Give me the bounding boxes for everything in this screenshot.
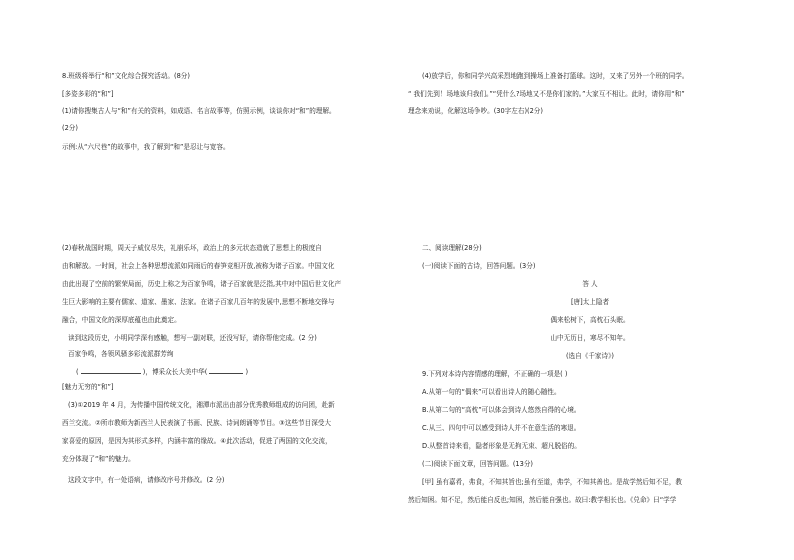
option-a[interactable]: A.从第一句的“偶来”可以看出诗人的随心随性。 xyxy=(422,388,561,396)
question-8-2-line: (2)春秋战国时期，周天子威仪尽失，礼崩乐坏，政治上的多元状态造就了思想上的极度自 xyxy=(62,244,322,252)
question-8-3-line: 西兰交流。②所市教师为新西兰人民表演了书画、民族、诗词朗诵等节目。③这些节目深受大 xyxy=(62,419,331,427)
poem-line: 偶来松树下，高枕石头眠。 xyxy=(550,316,630,324)
subsection-title: (一)阅读下面的古诗，回答问题。(3分) xyxy=(422,262,536,270)
answer-blank[interactable] xyxy=(209,366,243,374)
question-8-2-line: 融合，中国文化的深厚底蕴也由此奠定。 xyxy=(62,316,181,324)
question-8-1-score: (2分) xyxy=(62,124,78,132)
couplet-lower xyxy=(76,366,248,377)
question-8-3-line: 充分体现了“和”的魅力。 xyxy=(62,455,135,463)
question-8-4-line: (4)放学后，你和同学兴高采烈地跑到操场上准备打篮球。这时，又来了另外一个班的同学。 xyxy=(422,72,689,80)
question-9: 9.下列对本诗内容情感的理解，不正确的一项是( ) xyxy=(422,370,568,378)
passage-jia-line: 然后知困。知不足，然后能自反也;知困，然后能自强也。故曰:教学相长也。《兑命》曰“学学 xyxy=(408,496,677,504)
bracket-close: ) xyxy=(245,368,249,376)
passage-jia-line: [甲] 虽有嘉肴，弗食，不知其旨也;虽有至道，弗学，不知其善也。是故学然后知不足，教 xyxy=(422,478,683,486)
section-title: 二、阅读理解(28分) xyxy=(422,244,482,252)
subsection-title: (二)阅读下面文章，回答问题。(13分) xyxy=(422,460,533,468)
option-c[interactable]: C.从三、四句中可以感受到诗人并不在意生活的寒退。 xyxy=(422,424,581,432)
option-d[interactable]: D.从整首诗来看，隐者形象是无拘无束、超凡脱俗的。 xyxy=(422,442,581,450)
answer-blank[interactable] xyxy=(81,366,141,374)
example-text: 示例:从“六尺巷”的故事中，我了解到“和”是忍让与宽容。 xyxy=(62,143,230,151)
question-8-3-line: (3)①2019 年 4 月，为传播中国传统文化，湘潭市派出由部分优秀教师组成的访问团，赴新 xyxy=(68,401,335,409)
bracket-open: ( xyxy=(76,368,79,376)
question-8-heading: 8.班级将举行“和”文化综合探究活动。(8分) xyxy=(62,72,190,80)
subsection-title: [多姿多彩的“和”] xyxy=(62,90,114,98)
couplet-instruction: 读到这段历史，小明同学深有感触，想写一副对联，还没写好，请你帮他完成。(2 分) xyxy=(68,334,317,342)
question-8-3-line: 家喜爱的原因，是因为其形式多样，内涵丰富的缘故。④此次活动，促进了两国的文化交流， xyxy=(62,437,332,445)
question-8-2-line: 生巨大影响的主要有儒家、道家、墨家、法家。在诸子百家几百年的发展中,思想不断地交锋与 xyxy=(62,298,335,306)
question-8-2-line: 由和解放。一时间，社会上各种思想流派如同雨后的春笋竞相开放,被称为诸子百家。中国文化 xyxy=(62,262,335,270)
question-8-3-instruction: 这段文字中，有一处语病，请修改序号并修改。(2 分) xyxy=(68,476,225,484)
question-8-1-text: (1)请你搜集古人与“和”有关的资料，如成语、名言故事等，仿照示例，谈谈你对“和”的理解。 xyxy=(62,107,336,115)
option-b[interactable]: B.从第二句的“高枕”可以体会到诗人悠然自得的心境。 xyxy=(422,406,581,414)
question-8-4-line: 理念来劝说，化解这场争吵。(30字左右)(2分) xyxy=(408,107,543,115)
subsection-title: [魅力无穷的“和”] xyxy=(62,383,114,391)
poem-author: [唐]太上隐者 xyxy=(570,298,610,306)
poem-source: (选自《千家诗》) xyxy=(565,352,614,360)
question-8-4-line: “ 我们先到！场地该归我们。”“凭什么?场地又不是你们家的。”大家互不相让。此时，请你用“和” xyxy=(408,90,685,98)
question-8-2-line: 由此出现了空前的繁荣局面，历史上称之为百家争鸣，诸子百家就是泛指,其中对中国后世文化产 xyxy=(62,280,342,288)
poem-title: 答 人 xyxy=(582,280,598,288)
couplet-upper: 百家争鸣，各领风骚多彩流派群芳绚 xyxy=(68,350,174,358)
poem-line: 山中无历日，寒尽不知年。 xyxy=(550,334,630,342)
couplet-lower-text: )，博采众长大美中华( xyxy=(142,368,208,376)
